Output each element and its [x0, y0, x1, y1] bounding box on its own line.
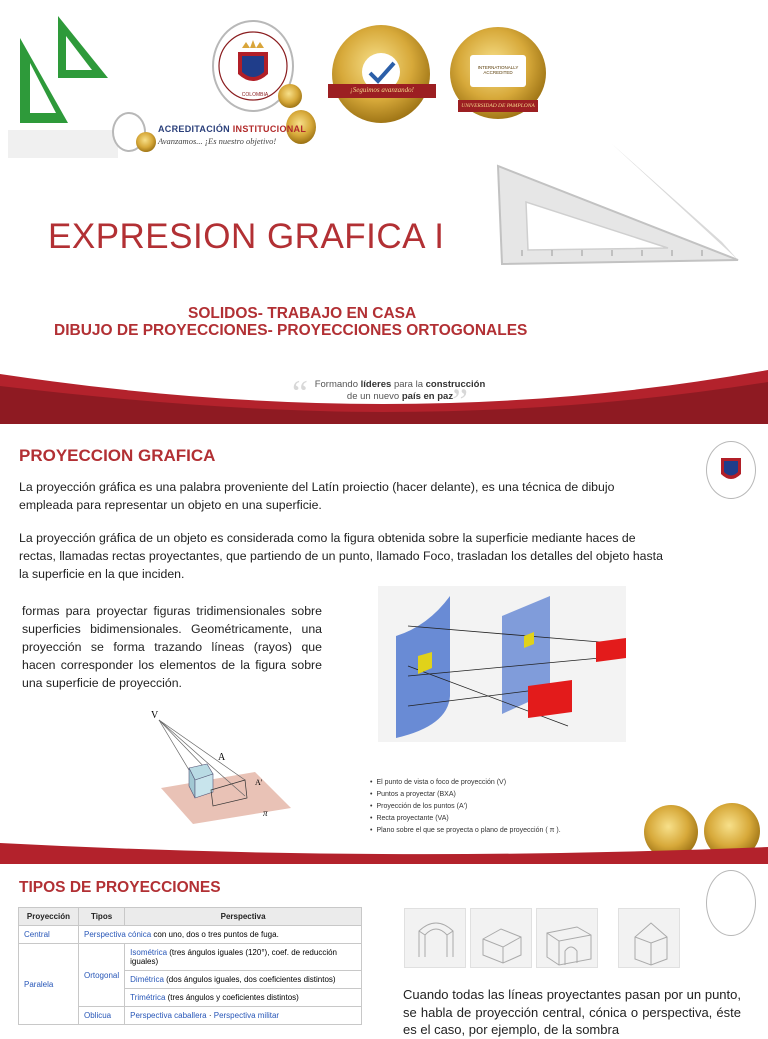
section-heading: TIPOS DE PROYECCIONES — [19, 879, 221, 896]
thumbnail-dimetric-icon — [536, 908, 598, 968]
types-slide — [0, 864, 768, 1037]
university-seal-small — [706, 870, 756, 936]
table-cell-text: (dos ángulos iguales, dos coeficientes distintos) — [163, 975, 336, 984]
table-cell — [79, 926, 362, 944]
table-cell-link[interactable]: Perspectiva cónica — [84, 930, 152, 939]
university-seal-country: COLOMBIA — [241, 92, 269, 98]
table-cell-link[interactable]: Dimétrica — [130, 975, 164, 984]
subtitle-line-1: SOLIDOS- TRABAJO EN CASA — [188, 305, 417, 322]
table-cell-link[interactable]: Trimétrica — [130, 993, 166, 1002]
projection-types-table — [18, 907, 362, 1025]
diagram-label-plane: π — [263, 808, 268, 818]
paragraph-forms: formas para proyectar figuras tridimensionales sobre superficies bidimensionales. Geométricamente, una proyección se forma trazando líneas (rayos) que hacen corresponder los elementos de la figura sobre una superficie de proyección. — [22, 604, 322, 690]
table-cell-text: (tres ángulos y coeficientes distintos) — [165, 993, 299, 1002]
diagram-label-vertex: V — [151, 710, 159, 721]
projection-slide — [0, 425, 768, 865]
motto-part1: Formando — [314, 379, 359, 390]
table-header-row — [19, 908, 362, 926]
diagram-label-projected: A' — [255, 778, 263, 787]
table-header: Tipos — [79, 908, 125, 926]
paragraph-central-projection: Cuando todas las líneas proyectantes pasan por un punto, se habla de proyección central, cónica o perspectiva, éste es el caso, por ejemplo, de la sombra — [403, 987, 741, 1037]
motto-part4: construcción — [425, 379, 486, 390]
projection-legend — [370, 777, 561, 837]
motto-part5: de un nuevo — [346, 391, 400, 402]
slide-divider-ribbon — [0, 839, 768, 865]
anniversary-small-seal — [136, 132, 156, 152]
vertex-projection-diagram — [145, 710, 295, 826]
accreditation-subtitle: Avanzamos... ¡Es nuestro objetivo! — [158, 136, 277, 146]
table-cell-link[interactable]: Paralela — [19, 944, 79, 1025]
diagram-label-point: A — [218, 752, 226, 763]
legend-item: • Proyección de los puntos (A') — [370, 801, 561, 813]
title-slide — [0, 0, 768, 422]
thumbnail-trimetric-icon — [618, 908, 680, 968]
thumbnail-isometric-icon — [470, 908, 532, 968]
motto-part6: país en paz — [401, 391, 454, 402]
motto-part3: para la — [393, 379, 423, 390]
university-seal-small — [706, 441, 756, 499]
quote-open-icon: “ — [292, 373, 308, 413]
paragraph-definition: La proyección gráfica es una palabra proveniente del Latín proiectio (hacer delante), es una técnica de dibujo empleada para representar un objeto en una superficie. — [19, 480, 615, 512]
accreditation-seal — [332, 25, 430, 123]
legend-item: • Recta proyectante (VA) — [370, 813, 561, 825]
table-cell-text: (tres ángulos iguales (120°), coef. de reducción iguales) — [130, 948, 338, 966]
table-header: Proyección — [19, 908, 79, 926]
motto — [300, 379, 500, 403]
table-row — [19, 926, 362, 944]
legend-item: • El punto de vista o foco de proyección (V) — [370, 777, 561, 789]
projection-3d-illustration — [378, 586, 626, 742]
table-cell-link[interactable]: Central — [19, 926, 79, 944]
section-heading: PROYECCION GRAFICA — [19, 446, 216, 465]
accreditation-text — [158, 124, 306, 146]
set-square-image — [492, 138, 742, 268]
anniversary-seal-top — [278, 84, 302, 108]
table-cell-link[interactable]: Isométrica — [130, 948, 168, 957]
table-cell: Perspectiva caballera · Perspectiva militar — [125, 1007, 362, 1025]
thumbnail-conic-icon — [404, 908, 466, 968]
table-cell-link[interactable]: Perspectiva caballera — [130, 1011, 207, 1020]
international-seal-banner: UNIVERSIDAD DE PAMPLONA — [458, 100, 538, 112]
table-cell-text: con uno, dos o tres puntos de fuga. — [151, 930, 279, 939]
set-square-logo-icon — [8, 8, 118, 158]
international-seal-text: INTERNATIONALLY ACCREDITED — [477, 65, 519, 75]
paragraph-projection: La proyección gráfica de un objeto es considerada como la figura obtenida sobre la superficie mediante haces de rectas, llamadas rectas proyectantes, que partiendo de un punto, llamado Foco, trasladan los detalles del objeto hasta la superficie en la que inciden. — [19, 531, 663, 581]
motto-part2: líderes — [360, 379, 392, 390]
quote-close-icon: ” — [452, 381, 468, 421]
table-cell — [125, 944, 362, 971]
accreditation-seal-banner: ¡Seguimos avanzando! — [328, 84, 436, 98]
table-header: Perspectiva — [125, 908, 362, 926]
table-cell — [125, 971, 362, 989]
table-row — [19, 944, 362, 971]
legend-item: • Plano sobre el que se proyecta o plano de proyección ( π ). — [370, 825, 561, 837]
presentation-title: EXPRESION GRAFICA I — [48, 217, 445, 256]
table-cell-link[interactable]: Oblicua — [79, 1007, 125, 1025]
accreditation-title — [158, 124, 306, 134]
legend-item: • Puntos a proyectar (BXA) — [370, 789, 561, 801]
accreditation-title-part2: INSTITUCIONAL — [232, 124, 307, 134]
table-cell-link[interactable]: Perspectiva militar — [213, 1011, 280, 1020]
table-cell — [125, 989, 362, 1007]
accreditation-title-part1: ACREDITACIÓN — [158, 124, 230, 134]
table-cell-link[interactable]: Ortogonal — [79, 944, 125, 1007]
subtitle-line-2: DIBUJO DE PROYECCIONES- PROYECCIONES ORTOGONALES — [54, 322, 528, 339]
